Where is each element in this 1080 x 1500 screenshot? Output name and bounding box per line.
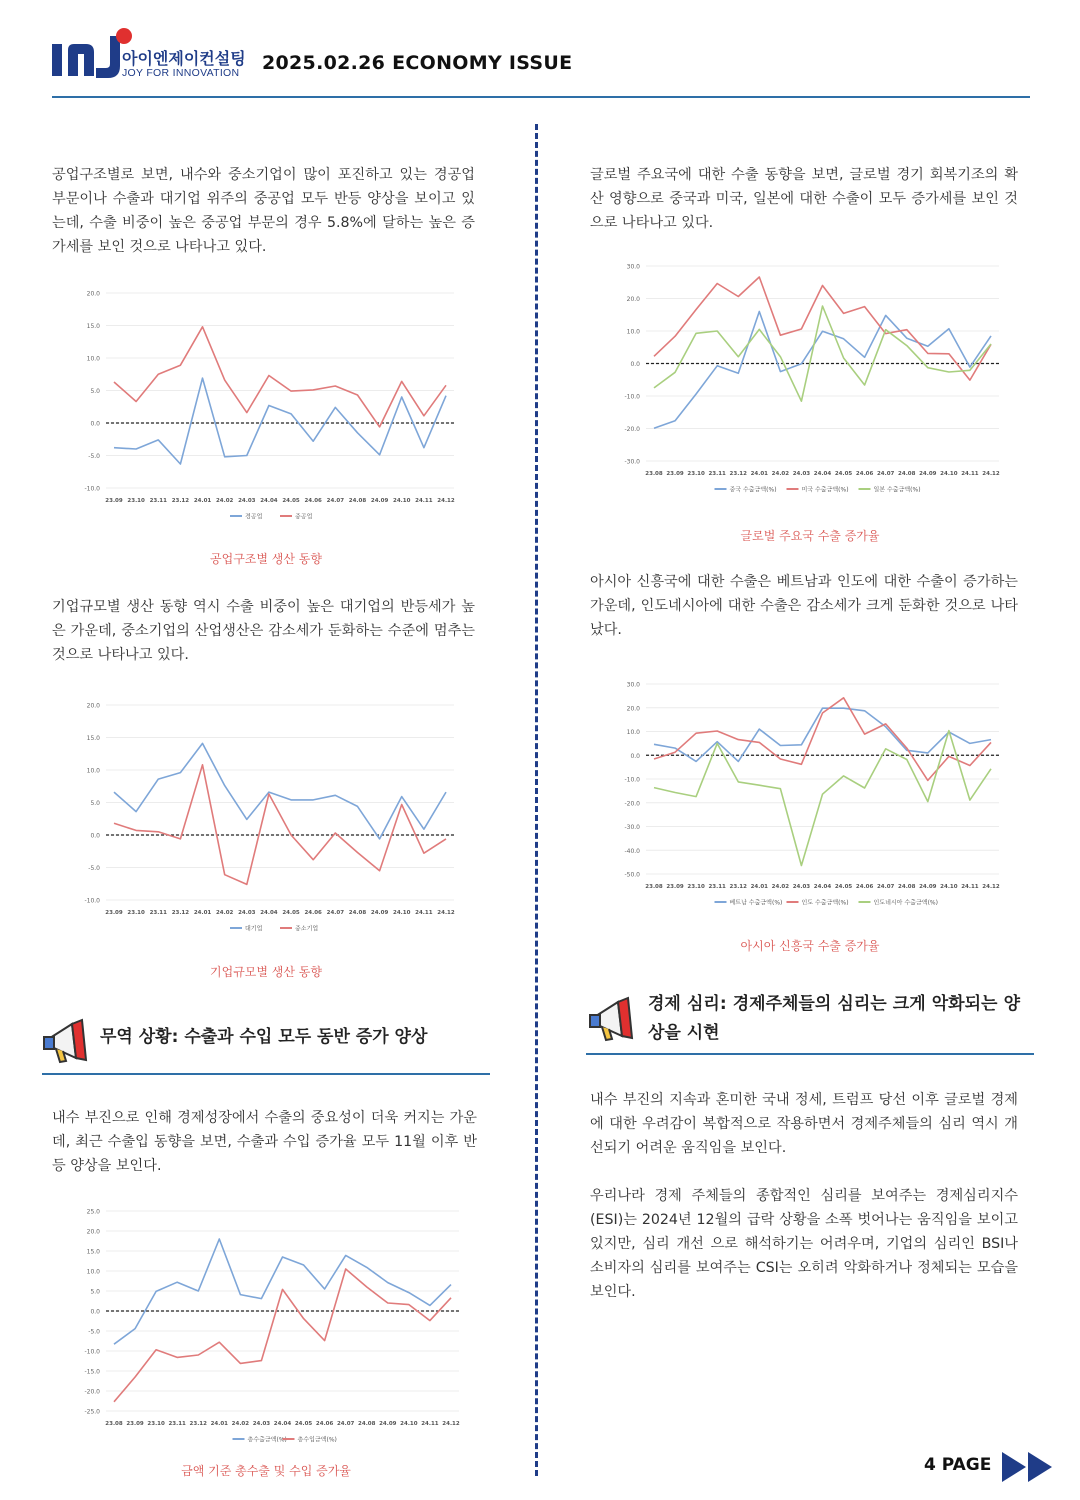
x-tick-label: 24.02 <box>215 498 234 504</box>
x-tick-label: 23.12 <box>171 498 190 504</box>
legend-label: 경공업 <box>245 513 263 521</box>
y-tick-label: 10.0 <box>86 767 100 775</box>
x-tick-label: 24.07 <box>876 884 895 890</box>
x-tick-label: 23.09 <box>666 884 684 890</box>
legend-label: 총수입금액(%) <box>297 1436 337 1444</box>
issue-title: 2025.02.26 ECONOMY ISSUE <box>262 52 573 74</box>
x-tick-label: 24.02 <box>215 910 234 916</box>
legend-label: 인도네시아 수출금액(%) <box>873 899 938 907</box>
x-tick-label: 23.08 <box>105 1421 123 1427</box>
x-tick-label: 23.09 <box>105 498 123 504</box>
x-tick-label: 23.08 <box>645 884 663 890</box>
x-tick-label: 24.10 <box>940 471 958 477</box>
x-tick-label: 24.08 <box>358 1421 376 1427</box>
legend-label: 인도 수출금액(%) <box>801 899 849 907</box>
legend-label: 총수출금액(%) <box>247 1436 287 1444</box>
x-tick-label: 24.03 <box>252 1421 271 1427</box>
x-tick-label: 23.12 <box>729 884 747 890</box>
series-line <box>654 708 991 761</box>
y-tick-label: -30.0 <box>624 458 640 466</box>
y-tick-label: 0.0 <box>90 420 100 428</box>
left-paragraph-3: 내수 부진으로 인해 경제성장에서 수출의 중요성이 더욱 커지는 가운데, 최근 수출입 동향을 보면, 수출과 수입 증가율 모두 11월 이후 반등 양상을 보인다. <box>52 1110 477 1174</box>
y-tick-label: 5.0 <box>90 800 100 807</box>
y-tick-label: -5.0 <box>88 1328 100 1336</box>
x-tick-label: 23.12 <box>729 471 747 477</box>
chart-company-size <box>72 697 462 942</box>
x-tick-label: 24.03 <box>238 498 256 504</box>
y-tick-label: 0.0 <box>630 752 640 760</box>
y-tick-label: 10.0 <box>626 729 640 736</box>
y-tick-label: 5.0 <box>90 388 100 395</box>
legend-label: 베트남 수출금액(%) <box>729 899 783 907</box>
caption-industry-structure: 공업구조별 생산 동향 <box>210 552 322 566</box>
legend-label: 미국 수출금액(%) <box>801 486 849 494</box>
y-tick-label: 15.0 <box>86 323 100 330</box>
x-tick-label: 23.10 <box>147 1421 165 1427</box>
megaphone-icon <box>588 992 638 1044</box>
x-tick-label: 23.11 <box>168 1421 186 1427</box>
right-paragraph-3: 내수 부진의 지속과 혼미한 국내 정세, 트럼프 당선 이후 글로벌 경제에 대한 우려감이 복합적으로 작용하면서 경제주체들의 심리 역시 개선되기 어려운 움직임을 보인다. <box>590 1092 1018 1156</box>
y-tick-label: -10.0 <box>84 485 100 493</box>
x-tick-label: 24.07 <box>326 498 345 504</box>
x-tick-label: 24.02 <box>231 1421 250 1427</box>
legend-label: 중소기업 <box>295 925 319 933</box>
left-paragraph-2: 기업규모별 생산 동향 역시 수출 비중이 높은 대기업의 반등세가 높은 가운데, 중소기업의 산업생산은 감소세가 둔화하는 수준에 멈추는 것으로 나타나고 있다. <box>52 599 475 663</box>
x-tick-label: 23.11 <box>708 884 726 890</box>
y-tick-label: 20.0 <box>86 290 100 298</box>
right-paragraph-4: 우리나라 경제 주체들의 종합적인 심리를 보여주는 경제심리지수(ESI)는 2024년 12월의 급락 상황을 소폭 벗어나는 움직임을 보이고 있지만, 심리 개선 으로 해석하기는 어려우며, 기업의 심리인 BSI나 소비자의 심리를 보여주는 CSI는 오히려 악화하거나 정체되는 모습을 보인다. <box>590 1188 1018 1300</box>
x-tick-label: 24.01 <box>193 498 212 504</box>
x-tick-label: 24.06 <box>855 471 874 477</box>
x-tick-label: 24.03 <box>792 884 811 890</box>
x-tick-label: 24.03 <box>792 471 811 477</box>
y-tick-label: -40.0 <box>624 847 640 855</box>
x-tick-label: 23.12 <box>189 1421 207 1427</box>
chart-industry-structure <box>72 285 462 530</box>
y-tick-label: -10.0 <box>624 776 640 784</box>
y-tick-label: 10.0 <box>86 355 100 363</box>
y-tick-label: 20.0 <box>626 296 640 303</box>
y-tick-label: -30.0 <box>624 824 640 831</box>
series-line <box>654 698 991 781</box>
x-tick-label: 24.01 <box>750 471 769 477</box>
x-tick-label: 24.12 <box>982 884 1000 890</box>
logo-tagline: JOY FOR INNOVATION <box>122 67 240 79</box>
column-divider <box>535 124 538 1476</box>
y-tick-label: 10.0 <box>86 1268 100 1276</box>
legend-label: 대기업 <box>245 925 263 933</box>
x-tick-label: 24.05 <box>834 471 853 477</box>
x-tick-label: 24.04 <box>260 498 278 504</box>
legend-label: 일본 수출금액(%) <box>873 486 921 494</box>
y-tick-label: 0.0 <box>90 832 100 840</box>
x-tick-label: 23.11 <box>149 910 167 916</box>
y-tick-label: 30.0 <box>626 263 640 271</box>
x-tick-label: 24.09 <box>379 1421 397 1427</box>
x-tick-label: 24.04 <box>260 910 278 916</box>
header <box>52 26 1030 86</box>
y-tick-label: 30.0 <box>626 681 640 689</box>
header-rule <box>52 96 1030 98</box>
caption-company-size: 기업규모별 생산 동향 <box>210 965 322 979</box>
x-tick-label: 24.12 <box>982 471 1000 477</box>
x-tick-label: 24.10 <box>940 884 958 890</box>
y-tick-label: 25.0 <box>86 1208 100 1216</box>
y-tick-label: -15.0 <box>84 1368 100 1376</box>
x-tick-label: 24.12 <box>437 910 455 916</box>
series-line <box>654 731 991 866</box>
y-tick-label: 15.0 <box>86 1248 100 1256</box>
y-tick-label: -25.0 <box>84 1408 100 1416</box>
x-tick-label: 24.11 <box>961 471 979 477</box>
x-tick-label: 23.09 <box>105 910 123 916</box>
y-tick-label: 20.0 <box>626 705 640 713</box>
legend-label: 중공업 <box>295 513 313 521</box>
section-title-sentiment: 경제 심리: 경제주체들의 심리는 크게 악화되는 양상을 시현 <box>648 994 1020 1043</box>
y-tick-label: -20.0 <box>624 800 640 808</box>
x-tick-label: 24.05 <box>294 1421 313 1427</box>
x-tick-label: 24.12 <box>442 1421 460 1427</box>
series-line <box>114 765 446 885</box>
page-number: 4 PAGE <box>924 1455 992 1475</box>
chart-asian-emerging <box>612 676 1007 916</box>
x-tick-label: 23.12 <box>171 910 190 916</box>
x-tick-label: 24.02 <box>771 471 790 477</box>
y-tick-label: -50.0 <box>624 871 640 879</box>
megaphone-icon <box>42 1014 92 1066</box>
y-tick-label: 0.0 <box>630 361 640 368</box>
x-tick-label: 24.10 <box>393 498 411 504</box>
x-tick-label: 24.07 <box>326 910 345 916</box>
y-tick-label: -5.0 <box>88 865 100 872</box>
x-tick-label: 23.10 <box>687 471 705 477</box>
x-tick-label: 24.11 <box>421 1421 439 1427</box>
x-tick-label: 24.04 <box>273 1421 292 1427</box>
y-tick-label: -20.0 <box>84 1388 100 1396</box>
x-tick-label: 23.10 <box>127 910 145 916</box>
x-tick-label: 24.06 <box>315 1421 334 1427</box>
logo-name: 아이엔제이컨설팅 <box>122 49 246 68</box>
section-rule-trade <box>42 1073 490 1075</box>
x-tick-label: 24.07 <box>876 471 895 477</box>
y-tick-label: -20.0 <box>624 426 640 433</box>
x-tick-label: 24.04 <box>813 884 832 890</box>
next-arrow-icon <box>1002 1452 1054 1482</box>
x-tick-label: 24.08 <box>898 471 916 477</box>
legend-label: 중국 수출금액(%) <box>729 486 777 494</box>
y-tick-label: 20.0 <box>86 702 100 710</box>
x-tick-label: 24.01 <box>210 1421 229 1427</box>
x-tick-label: 24.08 <box>898 884 916 890</box>
x-tick-label: 24.11 <box>961 884 979 890</box>
series-line <box>654 277 991 380</box>
x-tick-label: 24.06 <box>304 910 322 916</box>
y-tick-label: 10.0 <box>626 328 640 336</box>
x-tick-label: 24.05 <box>282 498 300 504</box>
caption-total-trade: 금액 기준 총수출 및 수입 증가율 <box>181 1464 351 1478</box>
caption-asian-emerging: 아시아 신흥국 수출 증가율 <box>740 939 880 953</box>
x-tick-label: 24.09 <box>919 884 937 890</box>
y-tick-label: 5.0 <box>90 1288 100 1296</box>
x-tick-label: 24.09 <box>370 498 389 504</box>
y-tick-label: -10.0 <box>624 393 640 401</box>
x-tick-label: 24.08 <box>348 910 367 916</box>
x-tick-label: 23.09 <box>126 1421 144 1427</box>
x-tick-label: 24.10 <box>400 1421 418 1427</box>
x-tick-label: 24.07 <box>336 1421 355 1427</box>
x-tick-label: 24.01 <box>750 884 769 890</box>
chart-major-countries <box>612 258 1007 503</box>
right-paragraph-2: 아시아 신흥국에 대한 수출은 베트남과 인도에 대한 수출이 증가하는 가운데, 인도네시아에 대한 수출은 감소세가 크게 둔화한 것으로 나타났다. <box>590 574 1018 638</box>
y-tick-label: 0.0 <box>90 1308 100 1316</box>
caption-major-countries: 글로벌 주요국 수출 증가율 <box>740 529 880 543</box>
x-tick-label: 24.11 <box>415 910 433 916</box>
left-paragraph-1: 공업구조별로 보면, 내수와 중소기업이 많이 포진하고 있는 경공업 부문이나 수출과 대기업 위주의 중공업 모두 반등 양상을 보이고 있는데, 수출 비중이 높은 중공업 부문의 경우 5.8%에 달하는 높은 증가세를 보인 것으로 나타나고 있다. <box>52 167 475 255</box>
x-tick-label: 23.08 <box>645 471 663 477</box>
x-tick-label: 23.11 <box>708 471 726 477</box>
x-tick-label: 24.12 <box>437 498 455 504</box>
x-tick-label: 24.09 <box>919 471 937 477</box>
x-tick-label: 23.10 <box>687 884 705 890</box>
section-title-trade: 무역 상황: 수출과 수입 모두 동반 증가 양상 <box>100 1027 428 1047</box>
series-line <box>114 743 446 839</box>
x-tick-label: 24.02 <box>771 884 790 890</box>
y-tick-label: -10.0 <box>84 897 100 905</box>
x-tick-label: 24.05 <box>834 884 853 890</box>
x-tick-label: 24.06 <box>304 498 322 504</box>
x-tick-label: 24.08 <box>348 498 367 504</box>
x-tick-label: 24.04 <box>813 471 832 477</box>
x-tick-label: 24.05 <box>282 910 300 916</box>
y-tick-label: 15.0 <box>86 735 100 742</box>
x-tick-label: 24.06 <box>855 884 874 890</box>
x-tick-label: 24.10 <box>393 910 411 916</box>
chart-total-trade <box>72 1203 467 1453</box>
x-tick-label: 23.11 <box>149 498 167 504</box>
right-paragraph-1: 글로벌 주요국에 대한 수출 동향을 보면, 글로벌 경기 회복기조의 확산 영향으로 중국과 미국, 일본에 대한 수출이 모두 증가세를 보인 것으로 나타나고 있다. <box>590 167 1018 231</box>
section-rule-sentiment <box>586 1053 1034 1055</box>
x-tick-label: 23.09 <box>666 471 684 477</box>
x-tick-label: 23.10 <box>127 498 145 504</box>
y-tick-label: 20.0 <box>86 1228 100 1236</box>
x-tick-label: 24.09 <box>370 910 389 916</box>
x-tick-label: 24.11 <box>415 498 433 504</box>
y-tick-label: -10.0 <box>84 1348 100 1356</box>
x-tick-label: 24.03 <box>238 910 256 916</box>
y-tick-label: -5.0 <box>88 453 100 460</box>
x-tick-label: 24.01 <box>193 910 212 916</box>
